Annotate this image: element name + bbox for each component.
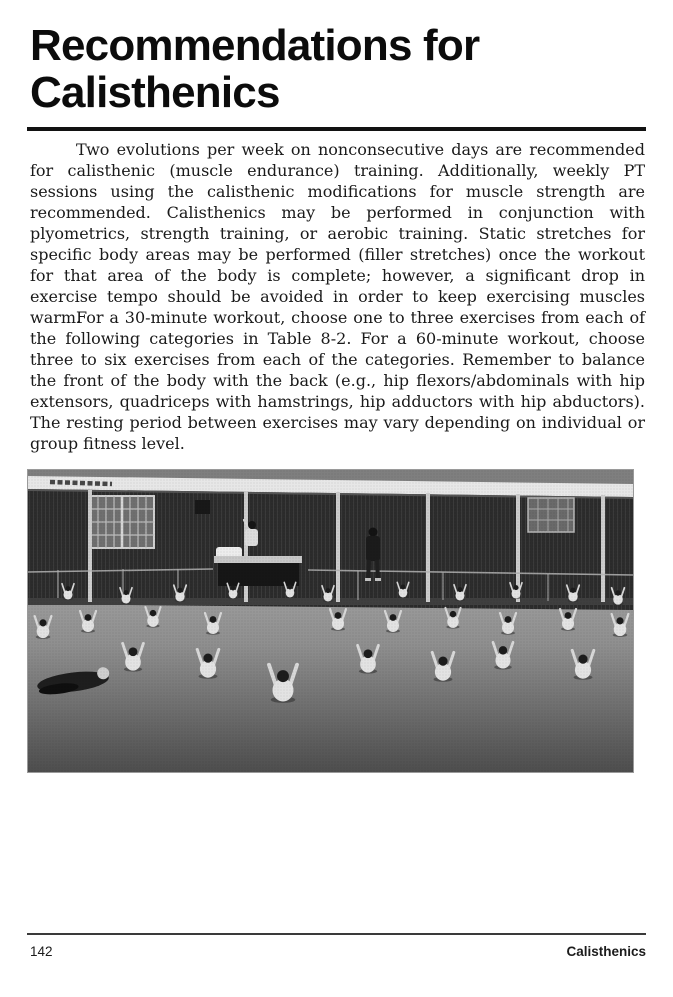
paragraph-1: Two evolutions per week on nonconsecutive days are recommended for calisthenic (muscle endurance) training. Additionally, weekly PT sessions using the calisthenic modifications for muscle strength are recommended. Calisthenics may be performed in conjunction with plyometrics, strength training, or aerobic training. Static stretches for specific body areas may be performed (filler stretches) once the workout for that area of the body is complete; however, a significant drop in exercise tempo should be avoided in order to keep exercising muscles warm. [30,140,645,327]
page-number: 142 [30,944,53,959]
calisthenics-photo [28,470,633,772]
footer-divider [27,933,646,935]
title-divider [27,127,646,131]
calisthenics-photo-art [28,470,633,772]
page-title-line1: Recommendations for [30,21,480,70]
running-title: Calisthenics [566,944,646,959]
page-title [30,22,479,116]
page-footer [30,944,646,959]
paragraph-2: For a 30-minute workout, choose one to three exercises from each of the following categories in Table 8-2. For a 60-minute workout, choose three to six exercises from each of the categories. Remember to balance the front of the body with the back (e.g., hip flexors/abdominals with hip extensors, quadriceps with hamstrings, hip adductors with hip abductors). The resting period between exercises may vary depending on individual or group fitness level. [30,308,645,453]
photo-halftone-overlay [28,470,633,772]
page-title-line2: Calisthenics [30,68,280,117]
